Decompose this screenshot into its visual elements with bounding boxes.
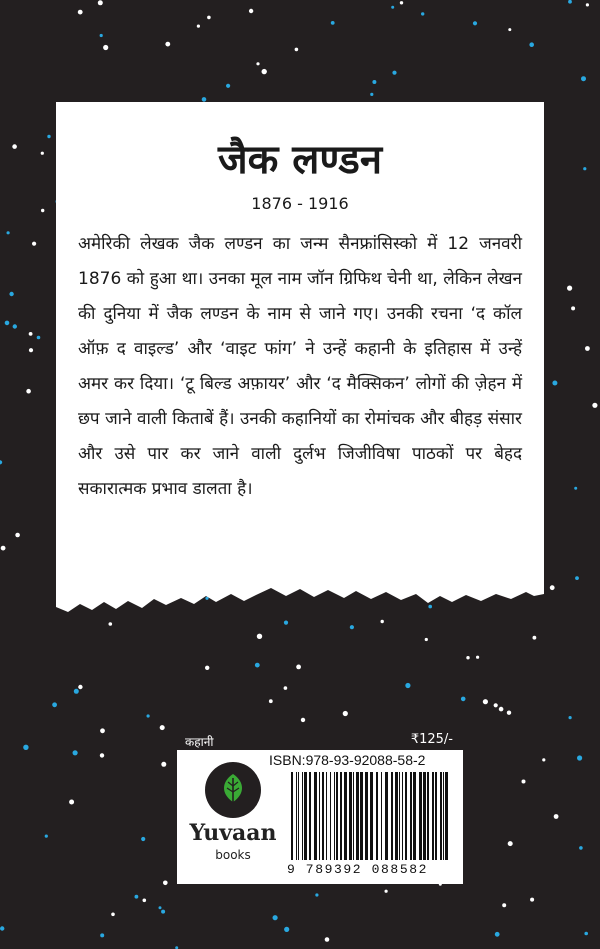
barcode-bar bbox=[365, 772, 368, 860]
star-dot bbox=[165, 42, 170, 47]
star-dot bbox=[262, 69, 267, 74]
star-dot bbox=[586, 3, 589, 6]
star-dot bbox=[405, 683, 410, 688]
star-dot bbox=[392, 71, 396, 75]
barcode-bar bbox=[314, 772, 317, 860]
star-dot bbox=[100, 753, 104, 757]
star-dot bbox=[473, 21, 477, 25]
leaf-icon bbox=[219, 772, 247, 806]
star-dot bbox=[52, 702, 57, 707]
barcode-bar bbox=[413, 772, 416, 860]
star-dot bbox=[571, 306, 575, 310]
star-dot bbox=[315, 893, 318, 896]
star-dot bbox=[249, 9, 253, 13]
star-dot bbox=[45, 835, 48, 838]
star-dot bbox=[205, 666, 209, 670]
star-dot bbox=[109, 622, 113, 626]
barcode-bar bbox=[298, 772, 299, 860]
barcode-bar bbox=[419, 772, 422, 860]
barcode-bar bbox=[304, 772, 307, 860]
star-dot bbox=[568, 0, 572, 4]
star-dot bbox=[461, 697, 466, 702]
star-dot bbox=[574, 487, 577, 490]
star-dot bbox=[257, 634, 262, 639]
star-dot bbox=[135, 895, 139, 899]
star-dot bbox=[499, 707, 504, 712]
author-panel bbox=[56, 102, 544, 612]
star-dot bbox=[592, 403, 597, 408]
price-label: ₹125/- bbox=[410, 732, 453, 747]
star-dot bbox=[583, 167, 586, 170]
star-dot bbox=[0, 926, 4, 930]
barcode-bar bbox=[399, 772, 400, 860]
star-dot bbox=[163, 881, 168, 886]
star-dot bbox=[494, 703, 498, 707]
barcode-bar bbox=[427, 772, 429, 860]
price-isbn-label bbox=[177, 730, 463, 884]
star-dot bbox=[508, 841, 513, 846]
barcode-bar bbox=[440, 772, 442, 860]
star-dot bbox=[100, 933, 104, 937]
star-dot bbox=[425, 638, 428, 641]
star-dot bbox=[23, 745, 28, 750]
star-dot bbox=[47, 135, 50, 138]
publisher-logo bbox=[205, 762, 261, 818]
barcode-bar bbox=[445, 772, 448, 860]
barcode-bar bbox=[334, 772, 335, 860]
star-dot bbox=[476, 656, 479, 659]
star-dot bbox=[141, 837, 145, 841]
star-dot bbox=[74, 689, 79, 694]
publisher-sub: books bbox=[215, 848, 251, 862]
star-dot bbox=[13, 324, 17, 328]
star-dot bbox=[350, 625, 354, 629]
barcode-bar bbox=[353, 772, 354, 860]
barcode-number: 9 789392 088582 bbox=[287, 862, 429, 877]
star-dot bbox=[542, 758, 545, 761]
star-dot bbox=[161, 762, 166, 767]
star-dot bbox=[567, 286, 572, 291]
barcode-bar bbox=[391, 772, 393, 860]
star-dot bbox=[554, 814, 559, 819]
star-dot bbox=[5, 321, 10, 326]
star-dot bbox=[255, 663, 260, 668]
star-dot bbox=[269, 699, 273, 703]
star-dot bbox=[29, 348, 33, 352]
star-dot bbox=[7, 231, 10, 234]
star-dot bbox=[529, 42, 534, 47]
star-dot bbox=[343, 711, 348, 716]
star-dot bbox=[301, 718, 305, 722]
barcode-bar bbox=[330, 772, 331, 860]
barcode-bar bbox=[410, 772, 412, 860]
star-dot bbox=[370, 93, 373, 96]
star-dot bbox=[284, 927, 289, 932]
star-dot bbox=[385, 890, 388, 893]
barcode-bar bbox=[443, 772, 444, 860]
star-dot bbox=[100, 728, 105, 733]
star-dot bbox=[160, 725, 165, 730]
star-dot bbox=[207, 16, 211, 20]
barcode bbox=[289, 772, 451, 862]
star-dot bbox=[495, 932, 500, 937]
star-dot bbox=[98, 0, 103, 5]
author-name: जैक लण्डन bbox=[217, 137, 383, 183]
barcode-bar bbox=[336, 772, 338, 860]
barcode-bar bbox=[296, 772, 297, 860]
barcode-bar bbox=[381, 772, 382, 860]
star-dot bbox=[331, 21, 335, 25]
star-dot bbox=[325, 937, 330, 942]
genre-label: कहानी bbox=[185, 735, 214, 749]
star-dot bbox=[508, 28, 511, 31]
star-dot bbox=[26, 389, 31, 394]
star-dot bbox=[12, 144, 17, 149]
star-dot bbox=[507, 711, 511, 715]
barcode-bar bbox=[435, 772, 437, 860]
barcode-bar bbox=[322, 772, 324, 860]
star-dot bbox=[202, 97, 207, 102]
star-dot bbox=[197, 25, 200, 28]
barcode-bar bbox=[402, 772, 403, 860]
star-dot bbox=[530, 898, 534, 902]
star-dot bbox=[32, 242, 36, 246]
star-dot bbox=[143, 899, 147, 903]
genre-bar bbox=[177, 730, 463, 750]
barcode-bar bbox=[432, 772, 434, 860]
barcode-bar bbox=[344, 772, 347, 860]
star-dot bbox=[69, 800, 74, 805]
barcode-bar bbox=[349, 772, 352, 860]
star-dot bbox=[78, 685, 82, 689]
star-dot bbox=[391, 6, 394, 9]
star-dot bbox=[37, 336, 41, 340]
star-dot bbox=[41, 209, 44, 212]
star-dot bbox=[41, 152, 44, 155]
barcode-bar bbox=[360, 772, 363, 860]
star-dot bbox=[256, 62, 259, 65]
publisher-name: Yuvaan bbox=[189, 820, 277, 846]
barcode-bar bbox=[423, 772, 426, 860]
star-dot bbox=[584, 932, 588, 936]
star-dot bbox=[1, 546, 6, 551]
star-dot bbox=[0, 460, 2, 464]
star-dot bbox=[103, 45, 108, 50]
barcode-bar bbox=[309, 772, 311, 860]
star-dot bbox=[581, 76, 586, 81]
star-dot bbox=[552, 381, 557, 386]
star-dot bbox=[9, 292, 13, 296]
star-dot bbox=[400, 1, 403, 4]
star-dot bbox=[159, 906, 162, 909]
barcode-bar bbox=[340, 772, 342, 860]
star-dot bbox=[15, 533, 20, 538]
star-dot bbox=[161, 910, 165, 914]
barcode-bar bbox=[302, 772, 303, 860]
barcode-bar bbox=[405, 772, 407, 860]
star-dot bbox=[296, 665, 301, 670]
star-dot bbox=[100, 34, 103, 37]
star-dot bbox=[29, 332, 33, 336]
barcode-bar bbox=[370, 772, 373, 860]
star-dot bbox=[273, 915, 278, 920]
barcode-bar bbox=[385, 772, 388, 860]
barcode-bar bbox=[376, 772, 378, 860]
star-dot bbox=[421, 12, 424, 15]
isbn-text: ISBN:978-93-92088-58-2 bbox=[269, 752, 426, 768]
star-dot bbox=[111, 913, 115, 917]
barcode-bar bbox=[356, 772, 359, 860]
star-dot bbox=[502, 903, 506, 907]
star-dot bbox=[78, 10, 83, 15]
barcode-bar bbox=[395, 772, 398, 860]
star-dot bbox=[295, 48, 299, 52]
star-dot bbox=[579, 846, 583, 850]
star-dot bbox=[226, 84, 230, 88]
star-dot bbox=[284, 686, 288, 690]
barcode-bar bbox=[291, 772, 293, 860]
barcode-bar bbox=[326, 772, 327, 860]
author-bio: अमेरिकी लेखक जैक लण्डन का जन्म सैनफ्रांसिस्को में 12 जनवरी 1876 को हुआ था। उनका मूल नाम जॉन ग्रिफिथ चेनी था, लेकिन लेखन की दुनिया में जैक लण्डन के नाम से जाने गए। उनकी रचना ‘द कॉल ऑफ़ द वाइल्ड’ और ‘वाइट फांग’ ने उन्हें कहानी के इतिहास में उन्हें अमर कर दिया। ‘टू बिल्ड अफ़ायर’ और ‘द मैक्सिकन’ लोगों की ज़ेहन में छप जाने वाली किताबें हैं। उनकी कहानियों का रोमांचक और बीहड़ संसार और उसे पार कर जाने वाली दुर्लभ जिजीविषा पाठकों पर बेहद सकारात्मक प्रभाव डालता है। bbox=[78, 234, 522, 499]
star-dot bbox=[73, 750, 78, 755]
star-dot bbox=[585, 346, 590, 351]
star-dot bbox=[569, 716, 572, 719]
star-dot bbox=[575, 576, 579, 580]
star-dot bbox=[577, 755, 582, 760]
star-dot bbox=[483, 699, 488, 704]
star-dot bbox=[522, 780, 526, 784]
star-dot bbox=[550, 585, 555, 590]
star-dot bbox=[147, 714, 150, 717]
star-dot bbox=[372, 80, 376, 84]
author-years: 1876 - 1916 bbox=[251, 194, 349, 213]
star-dot bbox=[533, 636, 537, 640]
barcode-bar bbox=[319, 772, 320, 860]
star-dot bbox=[466, 656, 469, 659]
